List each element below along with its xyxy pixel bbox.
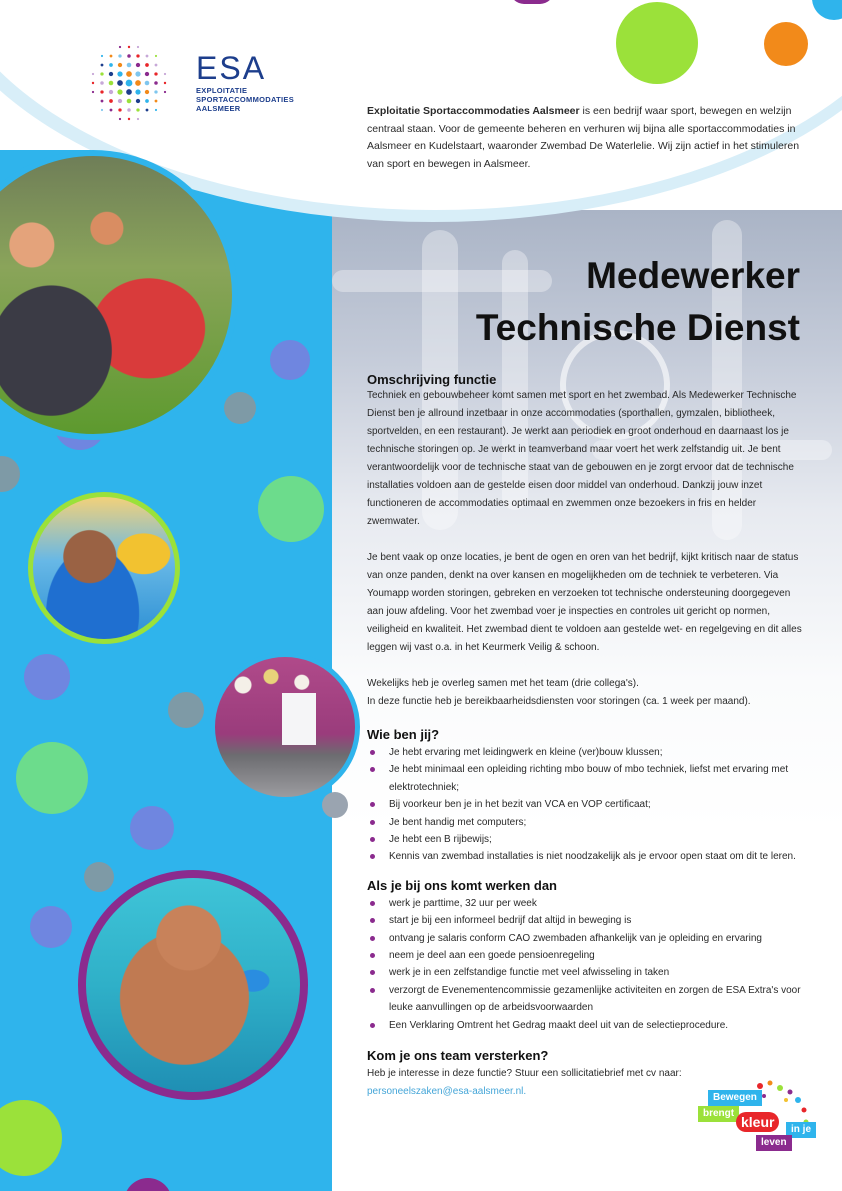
logo-line: SPORTACCOMMODATIES: [196, 95, 295, 104]
logo-dot: [119, 46, 121, 48]
logo-dot: [128, 118, 130, 120]
main-content: [367, 372, 807, 1101]
logo-dot: [136, 54, 139, 57]
decorative-dot: [270, 340, 310, 380]
logo-line: EXPLOITATIE: [196, 86, 248, 95]
logo-dot: [136, 63, 140, 67]
esa-dot-logo-icon: [88, 42, 170, 124]
list-item: Een Verklaring Omtrent het Gedrag maakt deel uit van de selectieprocedure.: [367, 1017, 807, 1034]
logo-dot: [101, 100, 104, 103]
decorative-dot: [616, 2, 698, 84]
section-heading-profile: Wie ben jij?: [367, 727, 440, 742]
list-item: Kennis van zwembad installaties is niet noodzakelijk als je ervoor open staat om dit te leren.: [367, 848, 807, 865]
slogan-word: kleur: [736, 1112, 779, 1132]
logo-dot: [110, 55, 113, 58]
decorative-dot: [764, 22, 808, 66]
logo-dot: [126, 89, 132, 95]
logo-text: [196, 50, 294, 113]
decorative-dot: [30, 906, 72, 948]
logo-dot: [92, 82, 94, 84]
list-item: Je hebt minimaal een opleiding richting mbo bouw of mbo techniek, liefst met ervaring met elektrotechniek;: [367, 761, 807, 796]
decorative-dot: [84, 862, 114, 892]
slogan-word: Bewegen: [708, 1090, 762, 1106]
logo-dot: [137, 46, 139, 48]
logo-dot: [128, 46, 130, 48]
paragraph: Je bent vaak op onze locaties, je bent de ogen en oren van het bedrijf, kijkt kritisch naar de status van onze panden, denkt na over kansen en mogelijkheden om de techniek te verbeteren. Via Youmapp worden storingen, gebreken en verzoeken tot technische ondersteuning doorgegeven aan jouw afdeling. Voor het zwembad voer je inspecties en controles uit gericht op normen, veiligheid en kwaliteit. Het zwembad dient te voldoen aan gestelde wet- en regelgeving en dit alles leggen wij vast o.a. in het Keurmerk Veilig & schoon.: [367, 552, 802, 653]
decorative-dot: [258, 476, 324, 542]
logo-dot: [101, 55, 103, 57]
list-item: start je bij een informeel bedrijf dat altijd in beweging is: [367, 912, 807, 929]
photo-aqua-fitness: [78, 870, 308, 1100]
logo-dot: [127, 63, 132, 68]
logo-dot: [117, 89, 122, 94]
section-heading-description: Omschrijving functie: [367, 372, 497, 387]
section-heading-offer: Als je bij ons komt werken dan: [367, 877, 557, 893]
intro-text: [367, 103, 807, 173]
logo-line: AALSMEER: [196, 104, 241, 113]
logo-dot: [136, 108, 139, 111]
logo-dot: [100, 81, 104, 85]
logo-dot: [155, 109, 157, 111]
logo-dot: [92, 73, 94, 75]
logo-dot: [145, 81, 150, 86]
decorative-dot: [168, 692, 204, 728]
logo-dot: [146, 109, 149, 112]
decorative-dot: [16, 742, 88, 814]
logo-dot: [127, 99, 132, 104]
paragraph: Wekelijks heb je overleg samen met het team (drie collega's).: [367, 678, 639, 689]
logo-name: ESA: [196, 50, 267, 86]
logo-dot: [164, 82, 166, 84]
slogan-word: leven: [756, 1135, 792, 1151]
logo-dot: [135, 71, 140, 76]
slogan-badge: [694, 1078, 820, 1158]
logo-dot: [126, 80, 133, 87]
logo-dot: [155, 55, 157, 57]
logo-dot: [92, 91, 94, 93]
logo-dot: [145, 63, 149, 67]
logo-dot: [118, 99, 122, 103]
logo-dot: [100, 72, 103, 75]
email-link[interactable]: personeelszaken@esa-aalsmeer.nl.: [367, 1086, 527, 1098]
list-item: werk je in een zelfstandige functie met veel afwisseling in taken: [367, 964, 807, 981]
title-line: Medewerker: [586, 255, 800, 296]
logo-dot: [146, 55, 149, 58]
list-item: Je hebt ervaring met leidingwerk en kleine (ver)bouw klussen;: [367, 744, 807, 761]
offer-list: [367, 895, 807, 1034]
profile-list: [367, 744, 807, 866]
logo-dot: [154, 81, 158, 85]
logo-dot: [155, 100, 158, 103]
decorative-dot: [224, 392, 256, 424]
logo-dot: [145, 72, 149, 76]
section-heading-contact: Kom je ons team versterken?: [367, 1048, 549, 1064]
logo-dot: [119, 118, 121, 120]
logo-dot: [109, 63, 113, 67]
logo-dot: [110, 109, 113, 112]
list-item: verzorgt de Evenementencommissie gezamenlijke activiteiten en zorgen de ESA Extra's voor leuke aanvullingen op de arbeidsvoorwaarden: [367, 982, 807, 1017]
logo-dot: [109, 81, 114, 86]
contact-text: Heb je interesse in deze functie? Stuur een sollicitatiebrief met cv naar:: [367, 1068, 682, 1080]
logo-dot: [135, 80, 141, 86]
list-item: Je hebt een B rijbewijs;: [367, 831, 807, 848]
list-item: Je bent handig met computers;: [367, 814, 807, 831]
logo-dot: [155, 64, 158, 67]
list-item: neem je deel aan een goede pensioenregeling: [367, 947, 807, 964]
logo-dot: [145, 90, 149, 94]
list-item: werk je parttime, 32 uur per week: [367, 895, 807, 912]
logo-dot: [118, 54, 121, 57]
logo-dot: [109, 99, 113, 103]
slogan-word: brengt: [698, 1106, 739, 1122]
logo-dot: [164, 91, 166, 93]
list-item: ontvang je salaris conform CAO zwembaden afhankelijk van je opleiding en ervaring: [367, 930, 807, 947]
intro-company-name: Exploitatie Sportaccommodaties Aalsmeer: [367, 105, 580, 117]
logo-dot: [117, 71, 122, 76]
logo-dot: [118, 63, 122, 67]
logo-dot: [109, 90, 113, 94]
photo-boy-swimming: [28, 492, 180, 644]
logo-dot: [164, 73, 166, 75]
logo-dot: [117, 80, 123, 86]
decorative-dot: [24, 654, 70, 700]
title-line: Technische Dienst: [475, 307, 800, 348]
logo-dot: [126, 71, 132, 77]
logo-dot: [109, 72, 113, 76]
logo-dot: [101, 64, 104, 67]
logo-dot: [154, 90, 157, 93]
logo-dot: [118, 108, 121, 111]
intro-body: is een bedrijf waar sport, bewegen en welzijn centraal staan. Voor de gemeente beheren en verhuren wij bijna alle sportaccommodaties in Aalsmeer en Kudelstaart, waaronder Zwembad De Waterlelie. Wij zijn actief in het stimuleren van sport en bewegen in Aalsmeer.: [367, 105, 800, 170]
logo-dot: [127, 54, 131, 58]
logo-dot: [127, 108, 131, 112]
logo-dot: [101, 109, 103, 111]
logo-dot: [135, 89, 140, 94]
paragraph: Techniek en gebouwbeheer komt samen met sport en het zwembad. Als Medewerker Technische Dienst ben je allround inzetbaar in onze accommodaties (sporthallen, gymzalen, bibliotheek, sportvelden, en een restaurant). Je werkt aan periodiek en groot onderhoud en daarnaast los je technische storingen op. Je werkt in teamverband maar voert het werk zelfstandig uit. Je bent verantwoordelijk voor de technische staat van de gebouwen en je zorgt ervoor dat de technische installaties voldoen aan de gestelde eisen door middel van onderhoud. Dankzij jouw inzet functioneren de accommodaties optimaal en zwemmen onze bezoekers in fris en helder zwemwater.: [367, 390, 797, 527]
page-title: [476, 250, 800, 354]
photo-event-hall: [210, 652, 360, 802]
decorative-dot: [130, 806, 174, 850]
logo-dot: [136, 99, 140, 103]
logo-dot: [154, 72, 157, 75]
paragraph: In deze functie heb je bereikbaarheidsdiensten voor storingen (ca. 1 week per maand).: [367, 696, 751, 707]
logo-dot: [145, 99, 149, 103]
decorative-dot: [322, 792, 348, 818]
logo-dot: [137, 118, 139, 120]
slogan-word: in je: [786, 1122, 816, 1138]
logo-dot: [100, 90, 103, 93]
list-item: Bij voorkeur ben je in het bezit van VCA en VOP certificaat;: [367, 796, 807, 813]
